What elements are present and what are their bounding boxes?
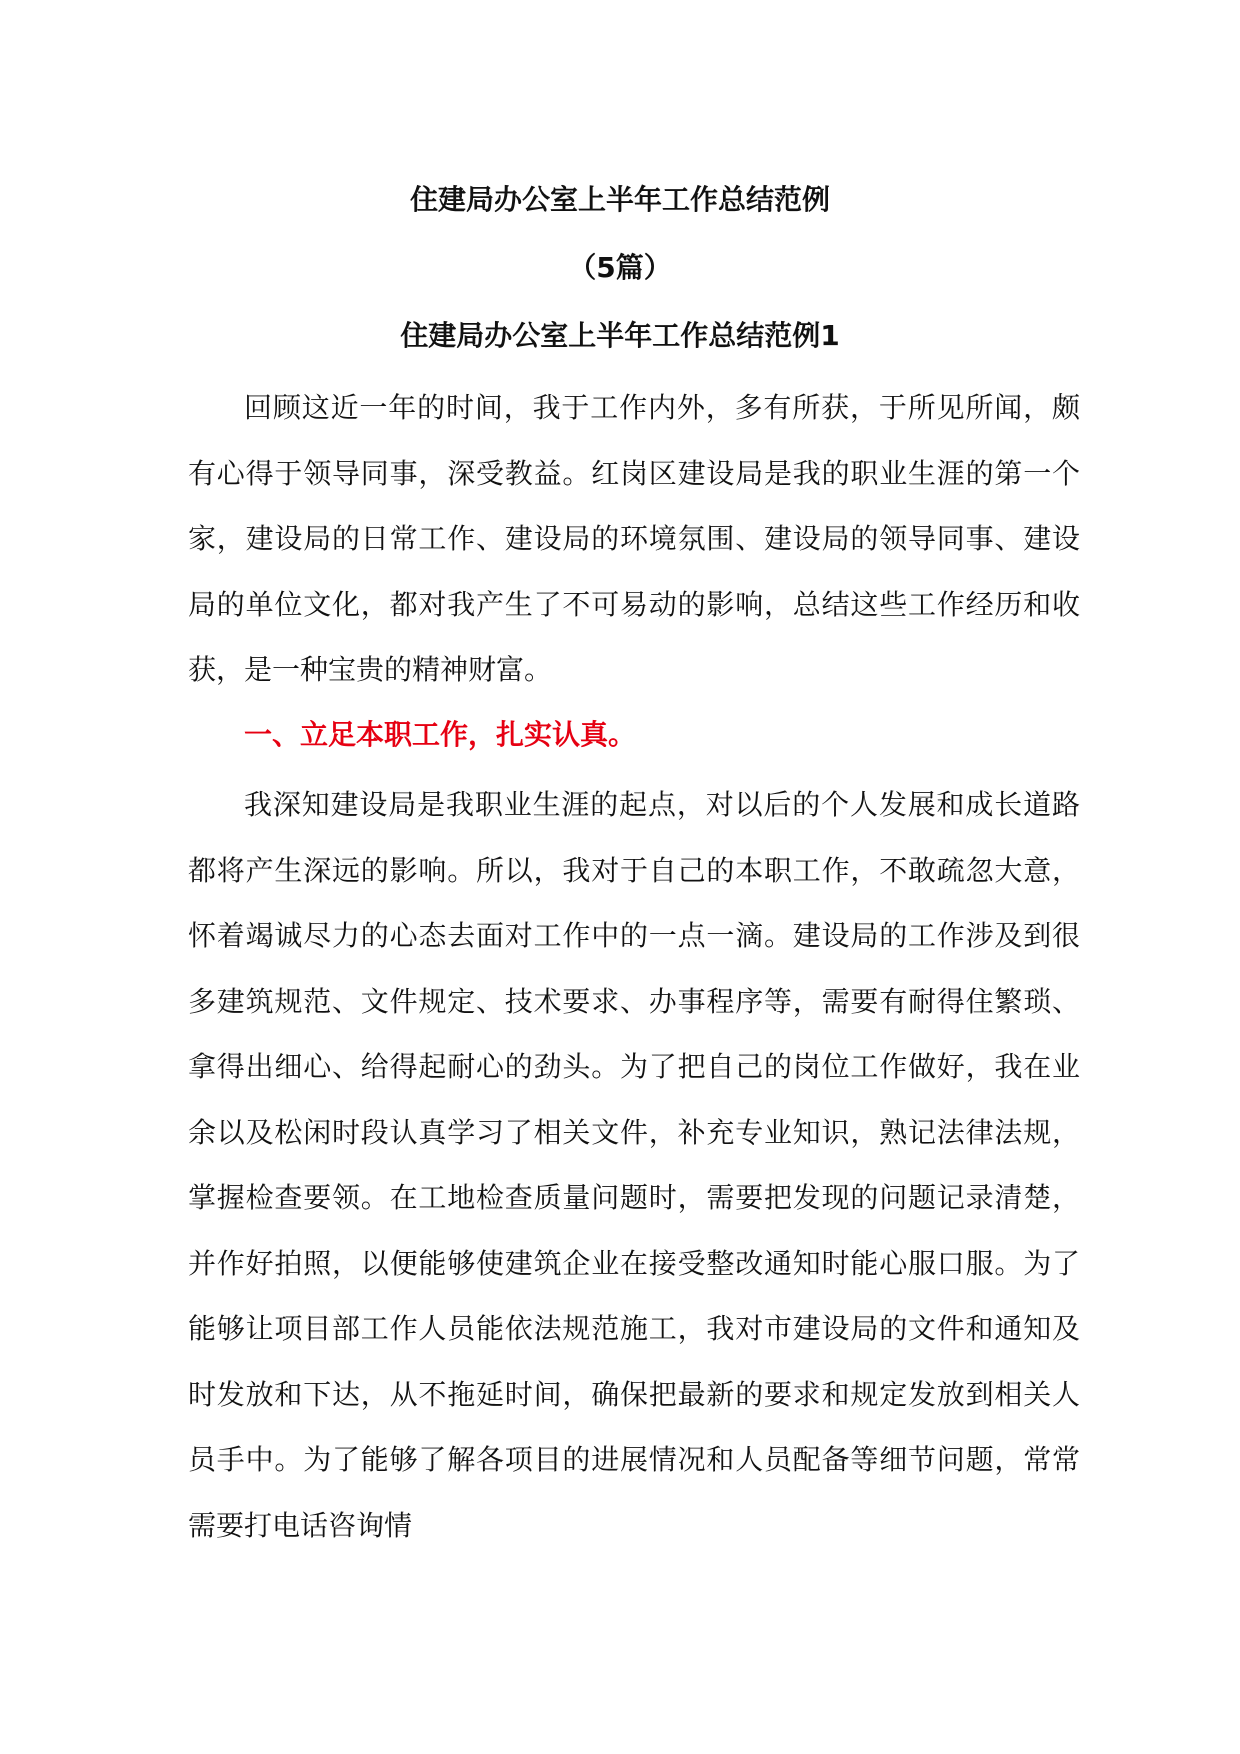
- body-paragraph-1: 回顾这近一年的时间，我于工作内外，多有所获，于所见所闻，颇有心得于领导同事，深受教益。红岗区建设局是我的职业生涯的第一个家，建设局的日常工作、建设局的环境氛围、建设局的领导同事、建设局的单位文化，都对我产生了不可易动的影响，总结这些工作经历和收获，是一种宝贵的精神财富。: [188, 391, 1080, 686]
- document-title: 住建局办公室上半年工作总结范例: [409, 183, 830, 216]
- document-count: （5篇）: [568, 251, 672, 284]
- document-subtitle: 住建局办公室上半年工作总结范例1: [400, 319, 840, 352]
- body-paragraph-2: 我深知建设局是我职业生涯的起点，对以后的个人发展和成长道路都将产生深远的影响。所以，我对于自己的本职工作，不敢疏忽大意，怀着竭诚尽力的心态去面对工作中的一点一滴。建设局的工作涉及到很多建筑规范、文件规定、技术要求、办事程序等，需要有耐得住繁琐、拿得出细心、给得起耐心的劲头。为了把自己的岗位工作做好，我在业余以及松闲时段认真学习了相关文件，补充专业知识，熟记法律法规，掌握检查要领。在工地检查质量问题时，需要把发现的问题记录清楚，并作好拍照，以便能够使建筑企业在接受整改通知时能心服口服。为了能够让项目部工作人员能依法规范施工，我对市建设局的文件和通知及时发放和下达，从不拖延时间，确保把最新的要求和规定发放到相关人员手中。为了能够了解各项目的进展情况和人员配备等细节问题，常常需要打电话咨询情: [188, 788, 1080, 1542]
- section-heading: 一、立足本职工作，扎实认真。: [244, 718, 637, 751]
